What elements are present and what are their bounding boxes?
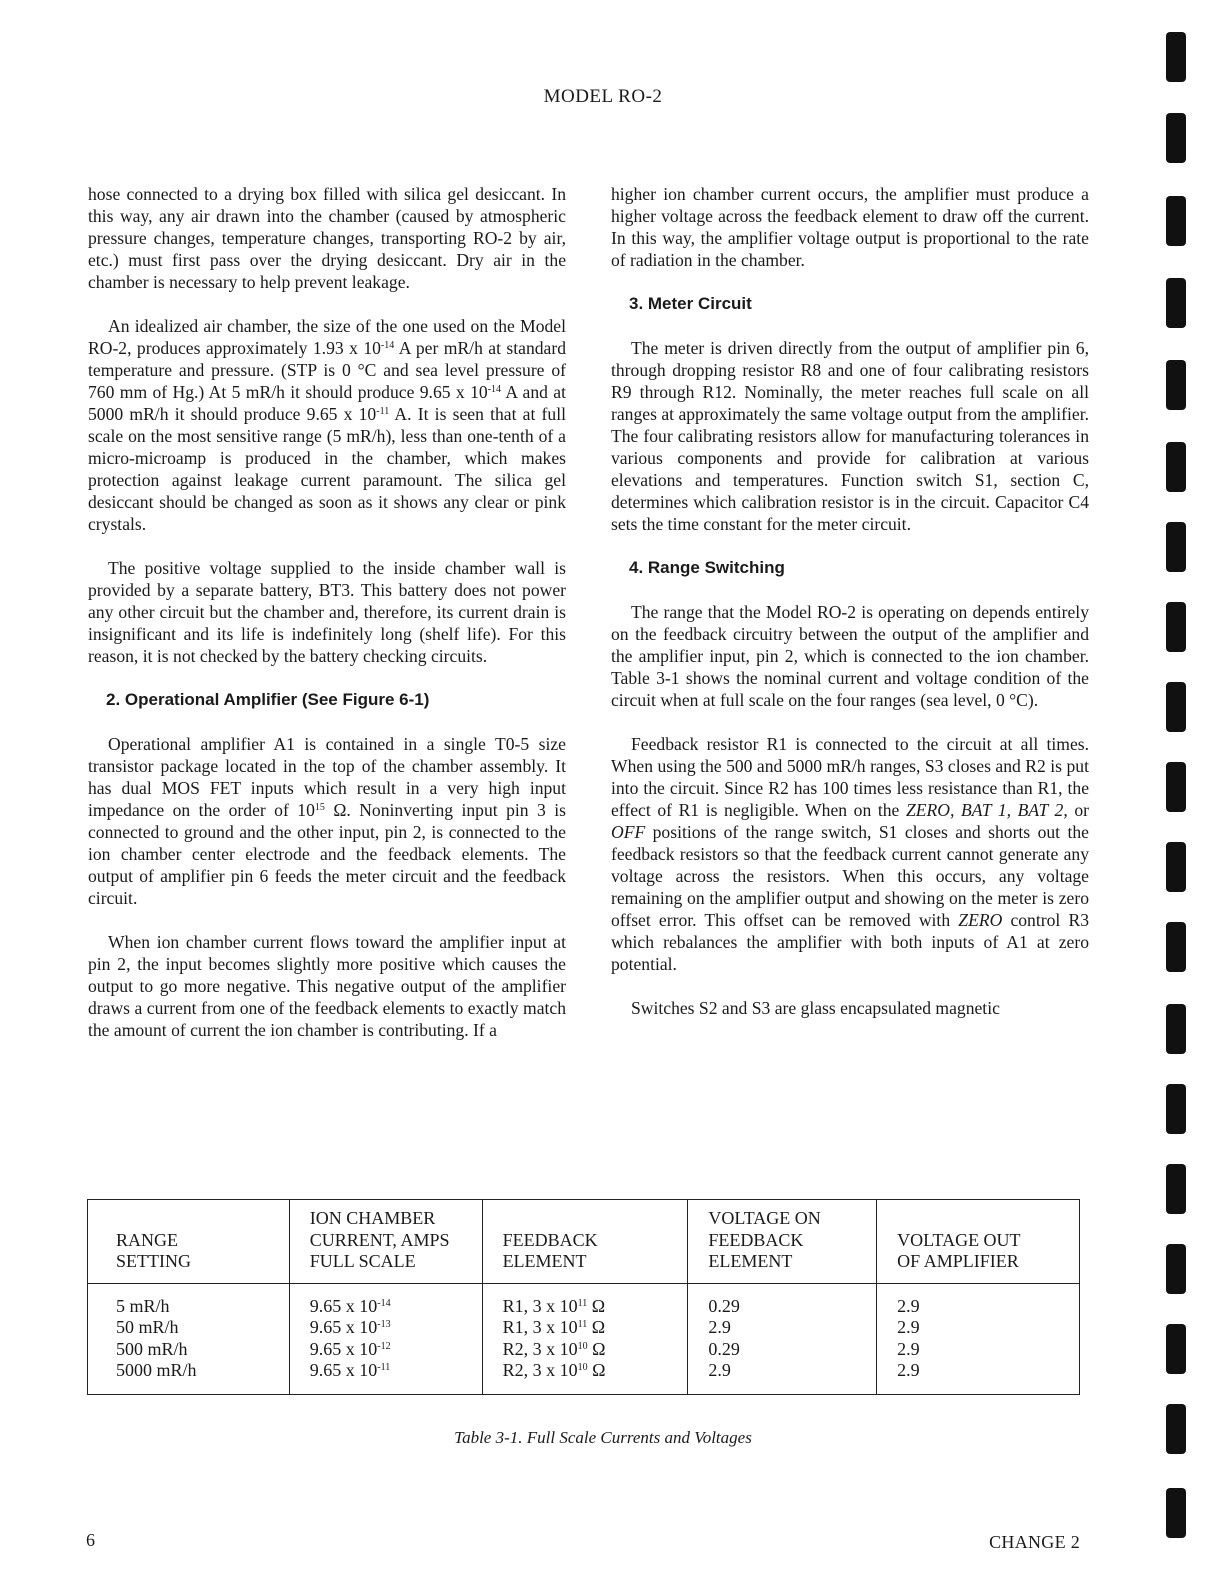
binding-mark — [1166, 762, 1186, 812]
header-ion-chamber-current: ION CHAMBER CURRENT, AMPS FULL SCALE — [289, 1200, 482, 1284]
paragraph: The meter is driven directly from the output of amplifier pin 6, through dropping resistor R8 and one of four calibrating resistors R9 through R12. Nominally, the meter reaches full scale on all ranges at approximately the same voltage output from the amplifier. The four calibrating resistors allow for manufacturing tolerances in various components and provide for calibration at various elevations and temperatures. Function switch S1, section C, determines which calibration resistor is in the circuit. Capacitor C4 sets the time constant for the meter circuit. — [611, 338, 1089, 534]
paragraph: The positive voltage supplied to the inside chamber wall is provided by a separate battery, BT3. This battery does not power any other circuit but the chamber and, therefore, its current drain is insignificant and its life is indefinitely long (shelf life). For this reason, it is not checked by the battery checking circuits. — [88, 558, 566, 666]
binding-mark — [1166, 1488, 1186, 1538]
binding-mark — [1166, 442, 1186, 492]
binding-mark — [1166, 1164, 1186, 1214]
voltage-feedback-cell: 0.29 2.9 0.29 2.9 — [688, 1283, 877, 1394]
current-cell: 9.65 x $10^{-14}$ 9.65 x $10^{-13}$ 9.65 x $10^{-12}$ 9.65 x $10^{-11}$ — [289, 1283, 482, 1394]
binding-mark — [1166, 922, 1186, 972]
binding-mark — [1166, 1084, 1186, 1134]
paragraph: hose connected to a drying box filled with silica gel desiccant. In this way, any air drawn into the chamber (caused by atmospheric pressure changes, temperature changes, transporting RO-2 by air, etc.) must first pass over the drying desiccant. Dry air in the chamber is necessary to help prevent leakage. — [88, 184, 566, 292]
header-feedback-element: FEEDBACK ELEMENT — [482, 1200, 688, 1284]
binding-mark — [1166, 360, 1186, 410]
change-notice: CHANGE 2 — [989, 1532, 1080, 1552]
binding-mark — [1166, 32, 1186, 82]
table-row — [88, 1283, 1080, 1394]
range-cell: 5 mR/h 50 mR/h 500 mR/h 5000 mR/h — [88, 1283, 290, 1394]
full-scale-table — [87, 1199, 1080, 1395]
header-voltage-on-feedback: VOLTAGE ON FEEDBACK ELEMENT — [688, 1200, 877, 1284]
table-header-row — [88, 1200, 1080, 1284]
binding-mark — [1166, 1324, 1186, 1374]
binding-mark — [1166, 842, 1186, 892]
paragraph: The range that the Model RO-2 is operating on depends entirely on the feedback circuitry between the output of the amplifier and the amplifier input, pin 2, which is connected to the ion chamber. Table 3-1 shows the nominal current and voltage condition of the circuit when at full scale on the four ranges (sea level, 0 °C). — [611, 602, 1089, 710]
section-heading: 2. Operational Amplifier (See Figure 6-1) — [106, 690, 430, 709]
binding-mark — [1166, 682, 1186, 732]
binding-edge-marks — [1166, 0, 1188, 1576]
paragraph: An idealized air chamber, the size of the one used on the Model RO-2, produces approximately 1.93 x $10^{-14}$ A per mR/h at standard temperature and pressure. (STP is 0 °C and sea level pressure of 760 mm of Hg.) At 5 mR/h it should produce 9.65 x $10^{-14}$ A and at 5000 mR/h it should produce 9.65 x $10^{-11}$ A. It is seen that at full scale on the most sensitive range (5 mR/h), less than one-tenth of a micro-microamp is produced in the chamber, which makes protection against leakage current paramount. The silica gel desiccant should be changed as soon as it shows any clear or pink crystals. — [88, 316, 567, 534]
page-number: 6 — [86, 1530, 95, 1550]
paragraph: Switches S2 and S3 are glass encapsulated magnetic — [631, 998, 1000, 1018]
header-voltage-out: VOLTAGE OUT OF AMPLIFIER — [877, 1200, 1080, 1284]
paragraph: Feedback resistor R1 is connected to the circuit at all times. When using the 500 and 5000 mR/h ranges, S3 closes and R2 is put into the circuit. Since R2 has 100 times less resistance than R1, the effect of R1 is negligible. When on the ZERO, BAT 1, BAT 2, or OFF positions of the range switch, S1 closes and shorts out the feedback resistors so that the feedback current cannot generate any voltage across the resistors. When this occurs, any voltage remaining on the amplifier output and showing on the meter is zero offset error. This offset can be removed with ZERO control R3 which rebalances the amplifier with both inputs of A1 at zero potential. — [611, 734, 1090, 974]
paragraph: higher ion chamber current occurs, the amplifier must produce a higher voltage across the feedback element to draw off the current. In this way, the amplifier voltage output is proportional to the rate of radiation in the chamber. — [611, 184, 1089, 270]
section-heading: 4. Range Switching — [629, 558, 785, 577]
binding-mark — [1166, 278, 1186, 328]
section-heading: 3. Meter Circuit — [629, 294, 752, 313]
right-column — [611, 183, 1089, 1041]
binding-mark — [1166, 113, 1186, 163]
paragraph: Operational amplifier A1 is contained in a single T0-5 size transistor package located in the top of the chamber assembly. It has dual MOS FET inputs which result in a very high input impedance on the order of $10^{15}$ Ω. Noninverting input pin 3 is connected to ground and the other input, pin 2, is connected to the ion chamber center electrode and the feedback elements. The output of amplifier pin 6 feeds the meter circuit and the feedback circuit. — [88, 734, 566, 908]
binding-mark — [1166, 602, 1186, 652]
feedback-cell: R1, 3 x $10^{11}$ Ω R1, 3 x $10^{11}$ Ω R2, 3 x $10^{10}$ Ω R2, 3 x $10^{10}$ Ω — [482, 1283, 688, 1394]
left-column — [88, 183, 566, 1063]
binding-mark — [1166, 522, 1186, 572]
binding-mark — [1166, 1404, 1186, 1454]
header-range-setting: RANGE SETTING — [88, 1200, 290, 1284]
binding-mark — [1166, 1004, 1186, 1054]
binding-mark — [1166, 196, 1186, 246]
table-caption: Table 3-1. Full Scale Currents and Voltages — [454, 1428, 752, 1447]
binding-mark — [1166, 1244, 1186, 1294]
voltage-out-cell: 2.9 2.9 2.9 2.9 — [877, 1283, 1080, 1394]
paragraph: When ion chamber current flows toward the amplifier input at pin 2, the input becomes slightly more positive which causes the output to go more negative. This negative output of the amplifier draws a current from one of the feedback elements to exactly match the amount of current the ion chamber is contributing. If a — [88, 932, 566, 1040]
page-header-title: MODEL RO-2 — [543, 86, 663, 107]
